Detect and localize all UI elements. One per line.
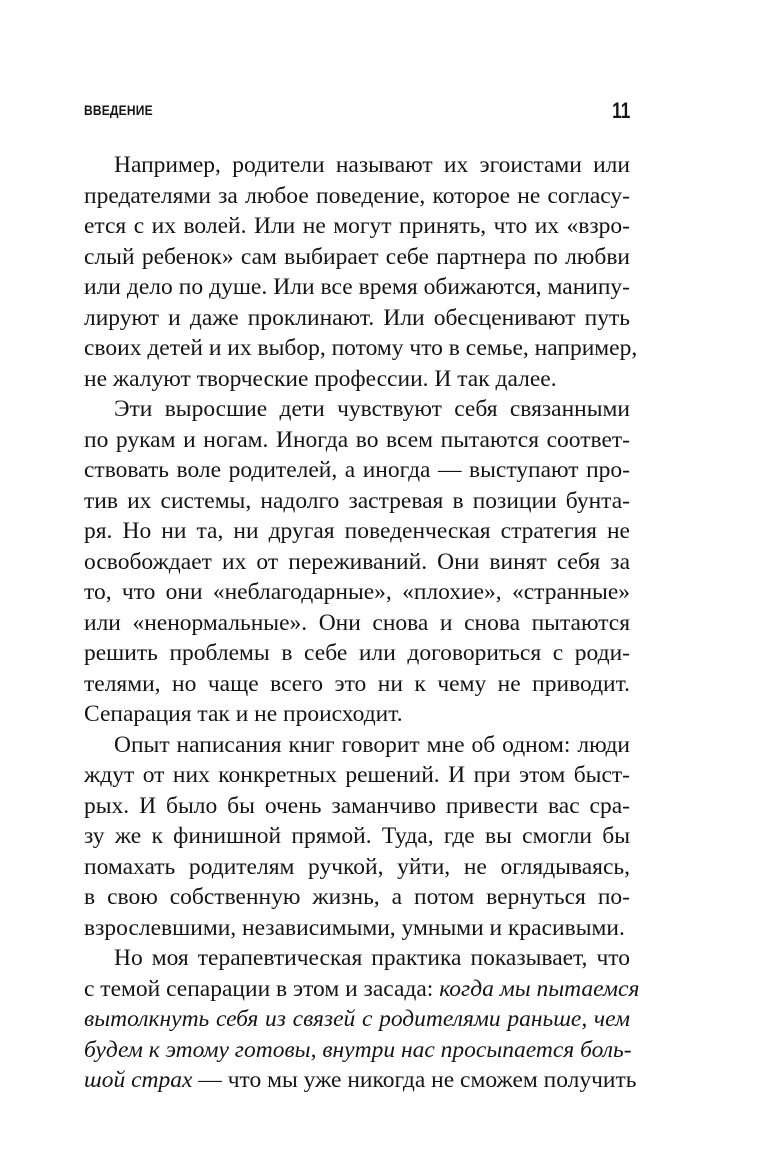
text-line xyxy=(84,425,630,456)
text-run: не жалуют творческие профессии. И так далее. xyxy=(84,365,557,392)
text-line xyxy=(84,455,630,486)
text-line xyxy=(84,760,630,791)
text-line xyxy=(84,699,630,730)
text-line xyxy=(84,791,630,822)
text-line xyxy=(84,1004,630,1035)
text-line xyxy=(84,486,630,517)
text-run: ря. Но ни та, ни другая поведенческая стратегия не xyxy=(84,518,630,544)
text-line xyxy=(84,638,630,669)
text-run: Сепарация так и не происходит. xyxy=(84,701,403,727)
text-run: Например, родители называют их эгоистами или xyxy=(114,152,630,178)
text-line xyxy=(84,333,638,364)
text-line xyxy=(84,1035,630,1066)
text-run: предателями за любое поведение, которое не согласу- xyxy=(84,182,630,209)
text-run: зу же к финишной прямой. Туда, где вы смогли бы xyxy=(84,823,630,849)
text-run: то, что они «неблагодарные», «плохие», «странные» xyxy=(84,579,630,605)
italic-run: когда мы пытаемся xyxy=(439,975,640,1002)
text-line xyxy=(84,150,630,181)
text-run: с темой сепарации в этом и засада: xyxy=(84,975,440,1002)
text-run: решить проблемы в себе или договориться с роди- xyxy=(84,640,630,666)
text-run: тив их системы, надолго застревая в позиции бунта- xyxy=(84,487,630,514)
text-run: слый ребенок» сам выбирает себе партнера по любви xyxy=(84,243,630,270)
text-run: Эти выросшие дети чувствуют себя связанными xyxy=(114,396,630,422)
text-run: рых. И было бы очень заманчиво привести вас сра- xyxy=(84,792,630,819)
text-run: Но моя терапевтическая практика показывает, что xyxy=(114,945,630,971)
text-line xyxy=(84,669,630,700)
text-line xyxy=(84,181,630,212)
text-line xyxy=(84,1065,637,1096)
text-line xyxy=(84,730,630,761)
text-run: лируют и даже проклинают. Или обесценивают путь xyxy=(84,304,630,331)
text-run: — что мы уже никогда не сможем получить xyxy=(192,1067,637,1093)
text-line xyxy=(84,242,630,273)
text-run: освобождает их от переживаний. Они винят себя за xyxy=(84,548,630,575)
page-number: 11 xyxy=(611,98,630,123)
text-run: в свою собственную жизнь, а потом вернуться по- xyxy=(84,884,630,910)
text-line xyxy=(84,303,630,334)
text-line xyxy=(84,577,630,608)
text-line xyxy=(84,272,630,303)
text-run: ждут от них конкретных решений. И при этом быст- xyxy=(84,762,630,788)
running-title: ВВЕДЕНИЕ xyxy=(84,102,153,118)
text-run: телями, но чаще всего это ни к чему не приводит. xyxy=(84,670,630,697)
text-run: по рукам и ногам. Иногда во всем пытаются соответ- xyxy=(84,426,630,453)
text-line xyxy=(84,913,630,944)
text-run: своих детей и их выбор, потому что в семье, например, xyxy=(84,335,638,361)
text-line xyxy=(84,211,630,242)
italic-run: вытолкнуть себя из связей с родителями раньше, чем xyxy=(84,1006,630,1032)
text-run: Опыт написания книг говорит мне об одном: люди xyxy=(114,731,630,758)
italic-run: шой страх xyxy=(84,1067,193,1093)
text-run: или «ненормальные». Они снова и снова пытаются xyxy=(84,609,630,636)
text-line xyxy=(84,516,630,547)
text-run: или дело по душе. Или все время обижаются, манипу- xyxy=(84,274,630,300)
text-line xyxy=(84,882,630,913)
text-line xyxy=(84,821,630,852)
text-line xyxy=(84,974,640,1005)
text-run: взрослевшими, независимыми, умными и красивыми. xyxy=(84,914,625,941)
text-line xyxy=(84,394,630,425)
text-line xyxy=(84,608,630,639)
body-text xyxy=(84,150,640,1096)
text-run: ствовать воле родителей, а иногда — выступают про- xyxy=(84,457,630,483)
text-run: помахать родителям ручкой, уйти, не оглядываясь, xyxy=(84,853,630,880)
italic-run: будем к этому готовы, внутри нас просыпается боль- xyxy=(84,1036,632,1063)
text-line xyxy=(84,943,630,974)
text-line xyxy=(84,547,630,578)
text-run: ется с их волей. Или не могут принять, что их «взро- xyxy=(84,213,630,239)
text-line xyxy=(84,852,630,883)
text-line xyxy=(84,364,630,395)
